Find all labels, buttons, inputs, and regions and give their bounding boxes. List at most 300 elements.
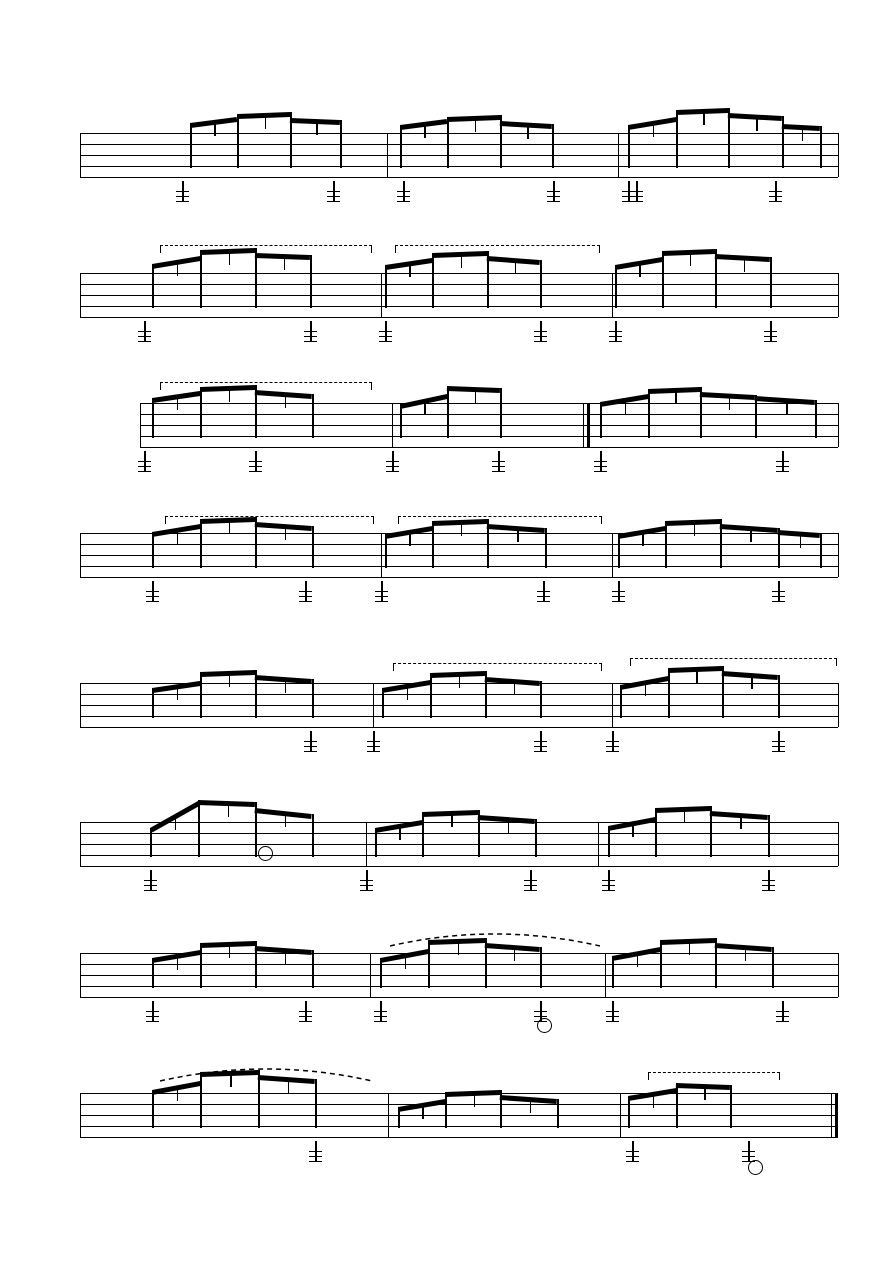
beamlet-tick: [750, 530, 752, 542]
beamlet-tick: [177, 688, 179, 700]
ledger-group: [176, 181, 189, 203]
staff-line: [80, 997, 838, 998]
staff-line: [80, 284, 838, 285]
note-stem: [676, 110, 678, 168]
ledger-line: [176, 191, 189, 192]
note-stem: [375, 828, 377, 857]
ledger-line: [374, 1016, 387, 1017]
ledger-group: [622, 181, 635, 203]
beamlet-tick: [637, 955, 639, 967]
ledger-group: [146, 1001, 159, 1023]
note-stem: [200, 950, 202, 988]
beam: [447, 115, 500, 122]
beamlet-tick: [642, 534, 644, 546]
ledger-line: [742, 1151, 755, 1152]
note-stem: [255, 808, 257, 857]
note-stem: [447, 119, 449, 168]
ledger-line: [622, 191, 635, 192]
note-stem: [430, 680, 432, 718]
note-stem: [722, 671, 724, 718]
ledger-group: [304, 321, 317, 343]
beamlet-tick: [515, 262, 517, 274]
beam: [710, 811, 768, 820]
staff-line: [80, 727, 838, 728]
staff-line: [80, 855, 838, 856]
ledger-stem: [385, 321, 387, 341]
ledger-group: [594, 451, 607, 473]
beamlet-tick: [800, 536, 802, 548]
barline: [388, 1093, 389, 1137]
beam: [628, 117, 677, 130]
ledger-line: [304, 746, 317, 747]
beam: [428, 938, 485, 945]
note-stem: [258, 1075, 260, 1128]
note-stem: [612, 956, 614, 988]
ledger-group: [524, 870, 537, 892]
ledger-stem: [615, 321, 617, 341]
ledger-line: [622, 196, 635, 197]
staff-line: [80, 1115, 838, 1116]
note-stem: [668, 676, 670, 718]
ledger-line: [146, 1021, 159, 1022]
ledger-group: [146, 581, 159, 603]
ledger-stem: [748, 1141, 750, 1161]
note-stem: [778, 675, 780, 718]
beam: [255, 522, 312, 531]
circled-notehead: [748, 1160, 763, 1175]
beamlet-tick: [288, 1081, 290, 1093]
ledger-line: [367, 741, 380, 742]
ledger-line: [299, 1011, 312, 1012]
ledger-line: [379, 336, 392, 337]
beam: [152, 256, 201, 269]
note-stem: [665, 526, 667, 568]
ledger-line: [249, 461, 262, 462]
circled-notehead: [537, 1018, 552, 1033]
ledger-group: [534, 321, 547, 343]
beamlet-tick: [508, 821, 510, 833]
note-stem: [445, 1099, 447, 1128]
beamlet-tick: [409, 265, 411, 277]
note-stem: [715, 249, 717, 308]
barline: [370, 953, 371, 997]
beamlet-tick: [653, 1096, 655, 1108]
ledger-line: [146, 1011, 159, 1012]
beamlet-tick: [230, 1075, 232, 1087]
note-stem: [340, 120, 342, 168]
note-stem: [200, 681, 202, 718]
beam: [237, 112, 290, 119]
note-stem: [540, 681, 542, 718]
note-stem: [755, 396, 757, 438]
note-stem: [660, 940, 662, 988]
ledger-group: [299, 1001, 312, 1023]
ledger-line: [138, 466, 151, 467]
barline: [612, 533, 613, 577]
staff-line: [80, 166, 838, 167]
ledger-group: [626, 1141, 639, 1163]
ledger-stem: [144, 321, 146, 341]
beam: [600, 394, 649, 407]
ledger-line: [386, 461, 399, 462]
beamlet-tick: [214, 124, 216, 136]
beamlet-tick: [632, 825, 634, 837]
ledger-line: [327, 196, 340, 197]
staff-line: [80, 155, 838, 156]
beam: [676, 108, 728, 115]
beam: [382, 680, 431, 693]
beam: [628, 1088, 677, 1101]
beam: [152, 391, 201, 403]
note-stem: [312, 814, 314, 857]
ledger-line: [138, 331, 151, 332]
ledger-line: [769, 196, 782, 197]
system-start-line: [80, 273, 81, 317]
beamlet-tick: [751, 677, 753, 689]
note-stem: [535, 819, 537, 857]
note-stem: [615, 265, 617, 308]
ledger-line: [534, 336, 547, 337]
beam: [618, 526, 666, 539]
beamlet-tick: [704, 1088, 706, 1100]
beam: [375, 820, 423, 833]
ledger-stem: [632, 1141, 634, 1161]
note-stem: [255, 946, 257, 988]
beam: [648, 387, 700, 394]
note-stem: [782, 124, 784, 168]
ledger-line: [626, 1156, 639, 1157]
ledger-stem: [152, 581, 154, 601]
staff-line: [80, 1104, 838, 1105]
dashed-bracket: [165, 516, 374, 524]
ledger-line: [360, 885, 373, 886]
note-stem: [485, 677, 487, 718]
ledger-line: [764, 336, 777, 337]
note-stem: [290, 112, 292, 168]
ledger-line: [776, 466, 789, 467]
staff-line: [80, 1126, 838, 1127]
note-stem: [820, 533, 822, 568]
beam: [612, 947, 661, 961]
ledger-line: [602, 885, 615, 886]
beamlet-tick: [229, 675, 231, 687]
ledger-line: [762, 885, 775, 886]
note-stem: [676, 117, 678, 168]
ledger-group: [304, 731, 317, 753]
barline: [618, 133, 619, 177]
ledger-group: [144, 870, 157, 892]
ledger-line: [299, 1021, 312, 1022]
ledger-stem: [768, 870, 770, 890]
note-stem: [152, 398, 154, 438]
ledger-line: [367, 746, 380, 747]
ledger-group: [534, 731, 547, 753]
note-stem: [447, 386, 449, 438]
ledger-line: [146, 591, 159, 592]
note-stem: [445, 1092, 447, 1128]
ledger-group: [397, 181, 410, 203]
note-stem: [198, 800, 200, 857]
ledger-group: [769, 181, 782, 203]
ledger-line: [772, 591, 785, 592]
beam: [665, 519, 720, 526]
beamlet-tick: [744, 260, 746, 272]
ledger-stem: [618, 581, 620, 601]
note-stem: [662, 257, 664, 308]
ledger-line: [534, 331, 547, 332]
note-stem: [198, 801, 200, 857]
ledger-line: [762, 890, 775, 891]
ledger-group: [609, 321, 622, 343]
beam: [200, 385, 255, 392]
ledger-stem: [540, 731, 542, 751]
note-stem: [152, 532, 154, 568]
ledger-line: [534, 741, 547, 742]
staff-line: [80, 306, 838, 307]
ledger-line: [304, 331, 317, 332]
ledger-group: [374, 1001, 387, 1023]
ledger-line: [609, 341, 622, 342]
note-stem: [557, 1099, 559, 1128]
ledger-stem: [540, 321, 542, 341]
beamlet-tick: [177, 532, 179, 544]
ledger-line: [524, 880, 537, 881]
note-stem: [772, 947, 774, 988]
beamlet-tick: [451, 815, 453, 827]
beam: [398, 1099, 446, 1112]
note-stem: [722, 666, 724, 718]
ledger-line: [609, 336, 622, 337]
system-end-line: [838, 533, 839, 577]
ledger-line: [146, 596, 159, 597]
ledger-stem: [782, 451, 784, 471]
barline: [605, 953, 606, 997]
system-end-line: [838, 403, 839, 447]
ledger-line: [360, 880, 373, 881]
ledger-group: [534, 1001, 547, 1023]
beam: [487, 256, 540, 265]
ledger-group: [776, 1001, 789, 1023]
ledger-stem: [600, 451, 602, 471]
ledger-line: [176, 196, 189, 197]
ledger-line: [299, 1016, 312, 1017]
ledger-stem: [152, 1001, 154, 1021]
system-end-line: [838, 822, 839, 866]
beamlet-tick: [229, 390, 231, 402]
note-stem: [432, 526, 434, 568]
system-start-line: [80, 822, 81, 866]
beam: [430, 671, 485, 678]
ledger-line: [375, 601, 388, 602]
ledger-group: [547, 181, 560, 203]
note-stem: [428, 949, 430, 988]
beamlet-tick: [625, 402, 627, 414]
note-stem: [255, 253, 257, 308]
dashed-slur: [160, 1063, 372, 1085]
ledger-line: [776, 471, 789, 472]
note-stem: [255, 941, 257, 988]
beam: [720, 524, 778, 533]
ledger-line: [367, 751, 380, 752]
ledger-line: [304, 751, 317, 752]
note-stem: [152, 264, 154, 308]
ledger-stem: [315, 1141, 317, 1161]
note-stem: [190, 123, 192, 168]
beam: [152, 950, 201, 963]
staff-line: [80, 1137, 838, 1138]
system-end-line: [838, 683, 839, 727]
note-stem: [200, 943, 202, 988]
beam: [290, 118, 340, 125]
ledger-stem: [498, 451, 500, 471]
note-stem: [820, 126, 822, 168]
note-stem: [720, 524, 722, 568]
note-stem: [600, 402, 602, 438]
beamlet-tick: [285, 681, 287, 693]
ledger-line: [360, 890, 373, 891]
ledger-line: [594, 471, 607, 472]
ledger-line: [547, 196, 560, 197]
beamlet-tick: [756, 119, 758, 131]
beamlet-tick: [229, 522, 231, 534]
barline: [366, 822, 367, 866]
note-stem: [237, 117, 239, 168]
ledger-stem: [255, 451, 257, 471]
beam: [487, 524, 545, 533]
beam: [500, 121, 552, 129]
note-stem: [200, 250, 202, 308]
ledger-stem: [381, 581, 383, 601]
beamlet-tick: [689, 943, 691, 955]
beam: [485, 943, 540, 952]
note-stem: [432, 521, 434, 568]
beamlet-tick: [405, 957, 407, 969]
ledger-line: [602, 880, 615, 881]
note-stem: [770, 257, 772, 308]
staff-line: [80, 133, 838, 134]
beamlet-tick: [284, 258, 286, 270]
beam: [255, 253, 310, 260]
ledger-group: [138, 451, 151, 473]
ledger-line: [144, 890, 157, 891]
note-stem: [312, 394, 314, 438]
beam: [722, 671, 778, 680]
ledger-line: [547, 201, 560, 202]
system-start-line: [80, 533, 81, 577]
note-stem: [385, 265, 387, 308]
ledger-group: [764, 321, 777, 343]
note-stem: [255, 670, 257, 718]
ledger-line: [299, 601, 312, 602]
note-stem: [540, 947, 542, 988]
note-stem: [540, 260, 542, 308]
beamlet-tick: [690, 254, 692, 266]
ledger-stem: [628, 181, 630, 201]
ledger-line: [776, 1021, 789, 1022]
staff-line: [140, 414, 838, 415]
beam: [620, 676, 669, 690]
staff-line: [80, 866, 838, 867]
beamlet-tick: [409, 534, 411, 546]
note-stem: [200, 524, 202, 568]
beam: [255, 390, 312, 399]
final-barline-thin: [831, 1093, 832, 1137]
ledger-line: [534, 746, 547, 747]
note-stem: [255, 390, 257, 438]
ledger-line: [144, 885, 157, 886]
note-stem: [432, 253, 434, 308]
beamlet-tick: [285, 815, 287, 827]
note-stem: [200, 1072, 202, 1128]
note-stem: [655, 817, 657, 857]
ledger-group: [606, 731, 619, 753]
beamlet-tick: [475, 120, 477, 132]
beamlet-tick: [461, 524, 463, 536]
beamlet-tick: [530, 1101, 532, 1113]
note-stem: [398, 1107, 400, 1128]
note-stem: [237, 114, 239, 168]
beam: [445, 1090, 500, 1097]
note-stem: [782, 116, 784, 168]
dashed-bracket: [160, 382, 372, 390]
ledger-stem: [612, 1001, 614, 1021]
ledger-line: [594, 466, 607, 467]
barline: [392, 403, 393, 447]
system-end-line: [838, 953, 839, 997]
ledger-stem: [540, 1001, 542, 1021]
ledger-group: [367, 731, 380, 753]
beam: [385, 258, 433, 270]
ledger-line: [249, 471, 262, 472]
system-end-line: [838, 273, 839, 317]
ledger-line: [524, 885, 537, 886]
beam: [615, 257, 663, 270]
beam: [755, 396, 815, 405]
staff-line: [80, 975, 838, 976]
staff-line: [80, 177, 838, 178]
note-stem: [428, 940, 430, 988]
ledger-group: [492, 451, 505, 473]
ledger-line: [776, 461, 789, 462]
beamlet-tick: [316, 123, 318, 135]
beam: [152, 524, 201, 537]
system-start-line: [80, 133, 81, 177]
beamlet-tick: [265, 117, 267, 129]
staff-line: [80, 317, 838, 318]
beamlet-tick: [802, 129, 804, 141]
beamlet-tick: [424, 403, 426, 415]
note-stem: [487, 524, 489, 568]
ledger-stem: [782, 1001, 784, 1021]
note-stem: [200, 387, 202, 438]
staff-line: [140, 425, 838, 426]
note-stem: [255, 802, 257, 857]
dashed-bracket: [630, 658, 837, 666]
note-stem: [447, 117, 449, 168]
beamlet-tick: [285, 952, 287, 964]
note-stem: [648, 394, 650, 438]
ledger-stem: [770, 321, 772, 341]
ledger-stem: [150, 870, 152, 890]
note-stem: [447, 394, 449, 438]
ledger-stem: [373, 731, 375, 751]
ledger-line: [606, 1021, 619, 1022]
beam: [258, 1075, 315, 1084]
ledger-line: [606, 746, 619, 747]
note-stem: [255, 385, 257, 438]
ledger-stem: [608, 870, 610, 890]
staff-line: [80, 295, 838, 296]
